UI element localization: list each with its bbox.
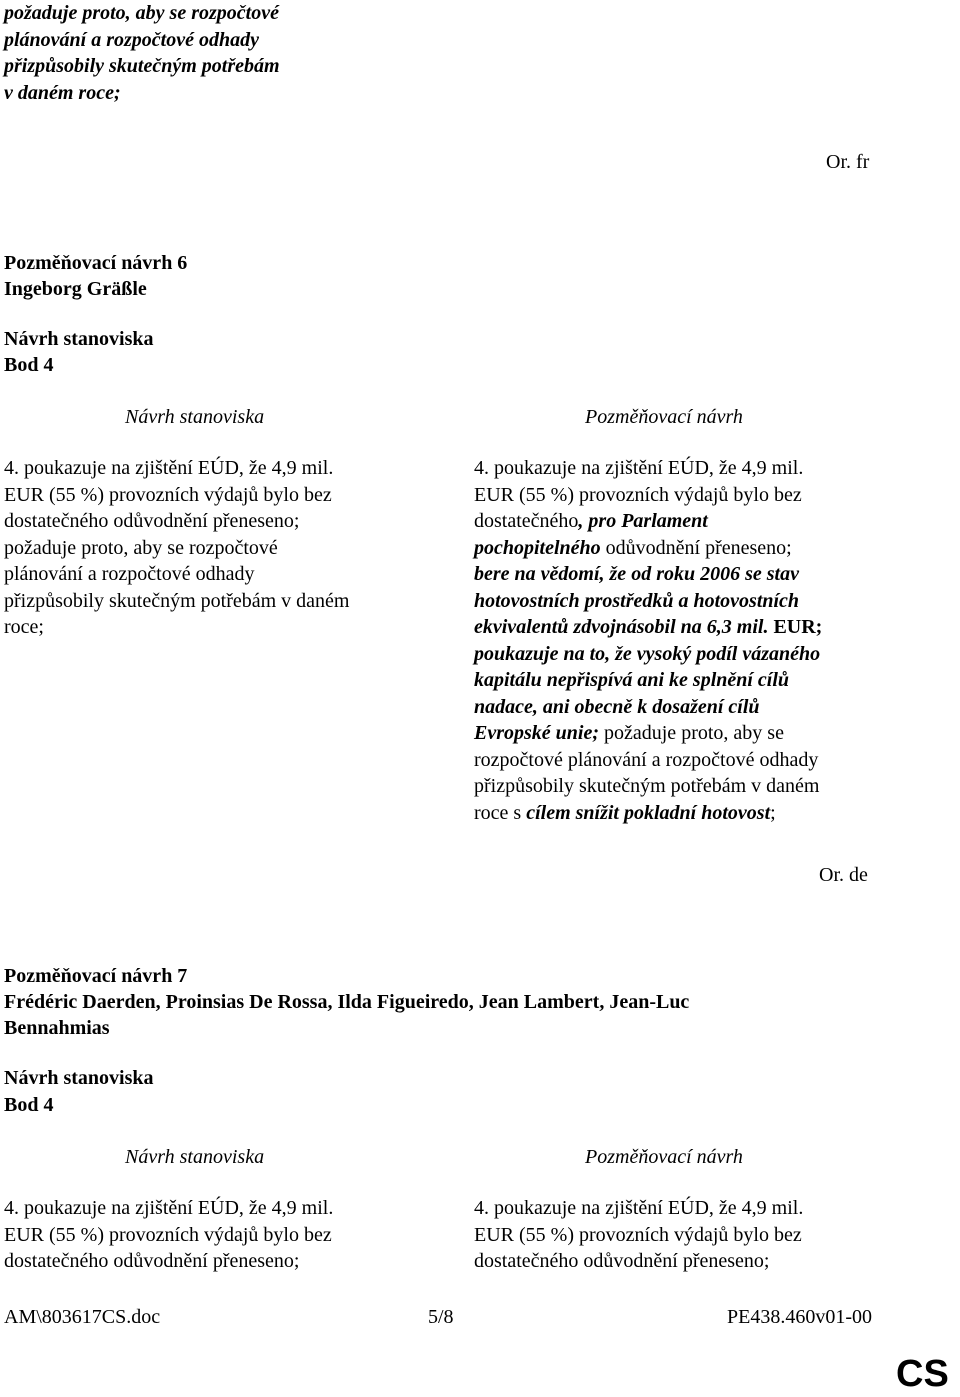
amendment-7-authors-cont: Bennahmias	[4, 1017, 110, 1039]
text-span: odůvodnění přeneseno;	[600, 536, 792, 559]
footer-page-number: 5/8	[428, 1306, 454, 1328]
text-line: dostatečného odůvodnění přeneseno;	[4, 510, 300, 532]
amendment-6-author: Ingeborg Gräßle	[4, 278, 147, 300]
amendment-7-amended	[474, 1195, 914, 1275]
inserted-text: ekvivalentů zdvojnásobil na 6,3 mil.	[474, 616, 769, 638]
inserted-text: pochopitelného	[474, 536, 601, 559]
amendment-7-original	[4, 1195, 424, 1275]
col-right-heading: Pozměňovací návrh	[585, 406, 743, 428]
text-line: 4. poukazuje na zjištění EÚD, že 4,9 mil.	[4, 457, 334, 479]
footer-pe-number: PE438.460v01-00	[727, 1306, 872, 1328]
text-line: 4. poukazuje na zjištění EÚD, že 4,9 mil.	[474, 457, 804, 479]
inserted-text: hotovostních prostředků a hotovostních	[474, 589, 800, 612]
original-language-de: Or. de	[819, 864, 868, 886]
amendment-7-doc: Návrh stanoviska	[4, 1067, 154, 1089]
carryover-line: požaduje proto, aby se rozpočtové	[4, 2, 279, 24]
carryover-text	[4, 0, 280, 106]
text-line: EUR (55 %) provozních výdajů bylo bez	[474, 483, 802, 506]
amendment-6-amended	[474, 455, 914, 826]
text-span: požaduje proto, aby se	[599, 722, 784, 744]
carryover-line: přizpůsobily skutečným potřebám	[4, 55, 280, 77]
text-line: požaduje proto, aby se rozpočtové	[4, 536, 278, 559]
inserted-text: Evropské unie;	[474, 722, 599, 744]
text-line: přizpůsobily skutečným potřebám v daném	[474, 775, 820, 797]
inserted-text: bere na vědomí, že od roku 2006 se stav	[474, 563, 799, 585]
text-line: 4. poukazuje na zjištění EÚD, že 4,9 mil.	[474, 1197, 804, 1219]
footer-docref: AM\803617CS.doc	[4, 1306, 161, 1328]
text-line: dostatečného odůvodnění přeneseno;	[4, 1250, 300, 1272]
carryover-line: plánování a rozpočtové odhady	[4, 28, 259, 51]
text-line: plánování a rozpočtové odhady	[4, 563, 255, 585]
inserted-text: poukazuje na to, že vysoký podíl vázaného	[474, 642, 821, 665]
inserted-text: nadace, ani obecně k dosažení cílů	[474, 695, 760, 718]
carryover-line: v daném roce;	[4, 81, 121, 104]
text-line: 4. poukazuje na zjištění EÚD, že 4,9 mil.	[4, 1197, 334, 1219]
col-right-heading: Pozměňovací návrh	[585, 1146, 743, 1168]
col-left-heading: Návrh stanoviska	[125, 1146, 265, 1168]
inserted-text: EUR;	[768, 616, 823, 638]
text-line	[474, 800, 914, 827]
text-line: EUR (55 %) provozních výdajů bylo bez	[4, 1223, 332, 1246]
text-line: rozpočtové plánování a rozpočtové odhady	[474, 748, 819, 771]
text-line: dostatečného odůvodnění přeneseno;	[474, 1250, 770, 1272]
amendment-6-number: Pozměňovací návrh 6	[4, 252, 188, 274]
text-line	[474, 614, 914, 641]
inserted-text: , pro Parlament	[578, 510, 708, 532]
text-line: EUR (55 %) provozních výdajů bylo bez	[474, 1223, 802, 1246]
text-line	[474, 535, 914, 562]
amendment-6-original	[4, 455, 424, 641]
footer-language-code: CS	[896, 1353, 949, 1395]
original-language-fr: Or. fr	[826, 151, 870, 173]
inserted-text: cílem snížit pokladní hotovost	[526, 801, 771, 824]
text-line	[474, 720, 914, 747]
text-span: ;	[770, 801, 776, 824]
amendment-6-doc: Návrh stanoviska	[4, 328, 154, 350]
text-line: přizpůsobily skutečným potřebám v daném	[4, 589, 350, 612]
amendment-7-number: Pozměňovací návrh 7	[4, 965, 188, 987]
amendment-6-point: Bod 4	[4, 354, 54, 376]
inserted-text: kapitálu nepřispívá ani ke splnění cílů	[474, 669, 790, 691]
amendment-7-point: Bod 4	[4, 1094, 54, 1116]
amendment-7-authors: Frédéric Daerden, Proinsias De Rossa, Ilda Figueiredo, Jean Lambert, Jean-Luc	[4, 991, 690, 1013]
text-line: EUR (55 %) provozních výdajů bylo bez	[4, 483, 332, 506]
text-line	[474, 508, 914, 535]
text-span: roce s	[474, 801, 527, 824]
col-left-heading: Návrh stanoviska	[125, 406, 265, 428]
text-line: roce;	[4, 616, 44, 638]
text-span: dostatečného	[474, 510, 579, 532]
